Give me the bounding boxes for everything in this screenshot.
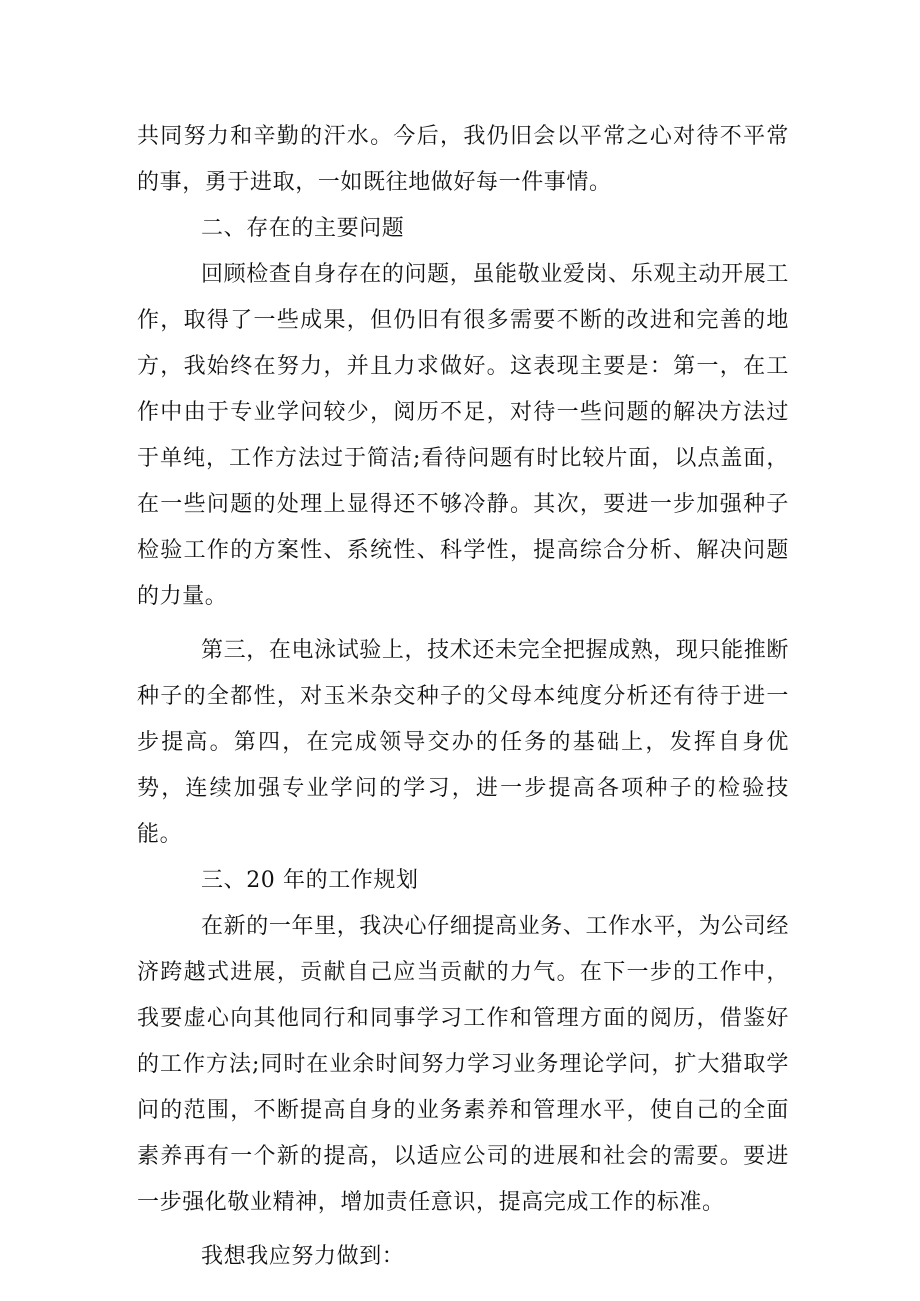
section-heading-plan: 三、20 年的工作规划 [201,868,419,893]
section-heading-problems: 二、存在的主要问题 [201,216,405,241]
paragraph-gap [137,620,789,628]
paragraph-problems-review: 回顾检查自身存在的问题，虽能敬业爱岗、乐观主动开展工作，取得了一些成果，但仍旧有很多需要不断的改进和完善的地方，我始终在努力，并且力求做好。这表现主要是：第一，在工作中由于专业学问较少，阅历不足，对待一些问题的解决方法过于单纯，工作方法过于简洁;看待问题有时比较片面，以点盖面，在一些问题的处理上显得还不够冷静。其次，要进一步加强种子检验工作的方案性、系统性、科学性，提高综合分析、解决问题的力量。 [137,262,789,609]
paragraph-electrophoresis: 第三，在电泳试验上，技术还未完全把握成熟，现只能推断种子的全都性，对玉米杂交种子的父母本纯度分析还有待于进一步提高。第四，在完成领导交办的任务的基础上，发挥自身优势，连续加强专业学问的学习，进一步提高各项种子的检验技能。 [137,638,789,847]
paragraph-gap [137,1226,789,1234]
paragraph-intent: 我想我应努力做到： [201,1244,405,1269]
paragraph-continuation: 共同努力和辛勤的汗水。今后，我仍旧会以平常之心对待不平常的事，勇于进取，一如既往地做好每一件事情。 [137,124,789,195]
paragraph-new-year-plan: 在新的一年里，我决心仔细提高业务、工作水平，为公司经济跨越式进展，贡献自己应当贡献的力气。在下一步的工作中，我要虚心向其他同行和同事学习工作和管理方面的阅历，借鉴好的工作方法;同时在业余时间努力学习业务理论学问，扩大猎取学问的范围，不断提高自身的业务素养和管理水平，使自己的全面素养再有一个新的提高，以适应公司的进展和社会的需要。要进一步强化敬业精神，增加责任意识，提高完成工作的标准。 [137,914,789,1215]
document-body [137,114,789,1280]
